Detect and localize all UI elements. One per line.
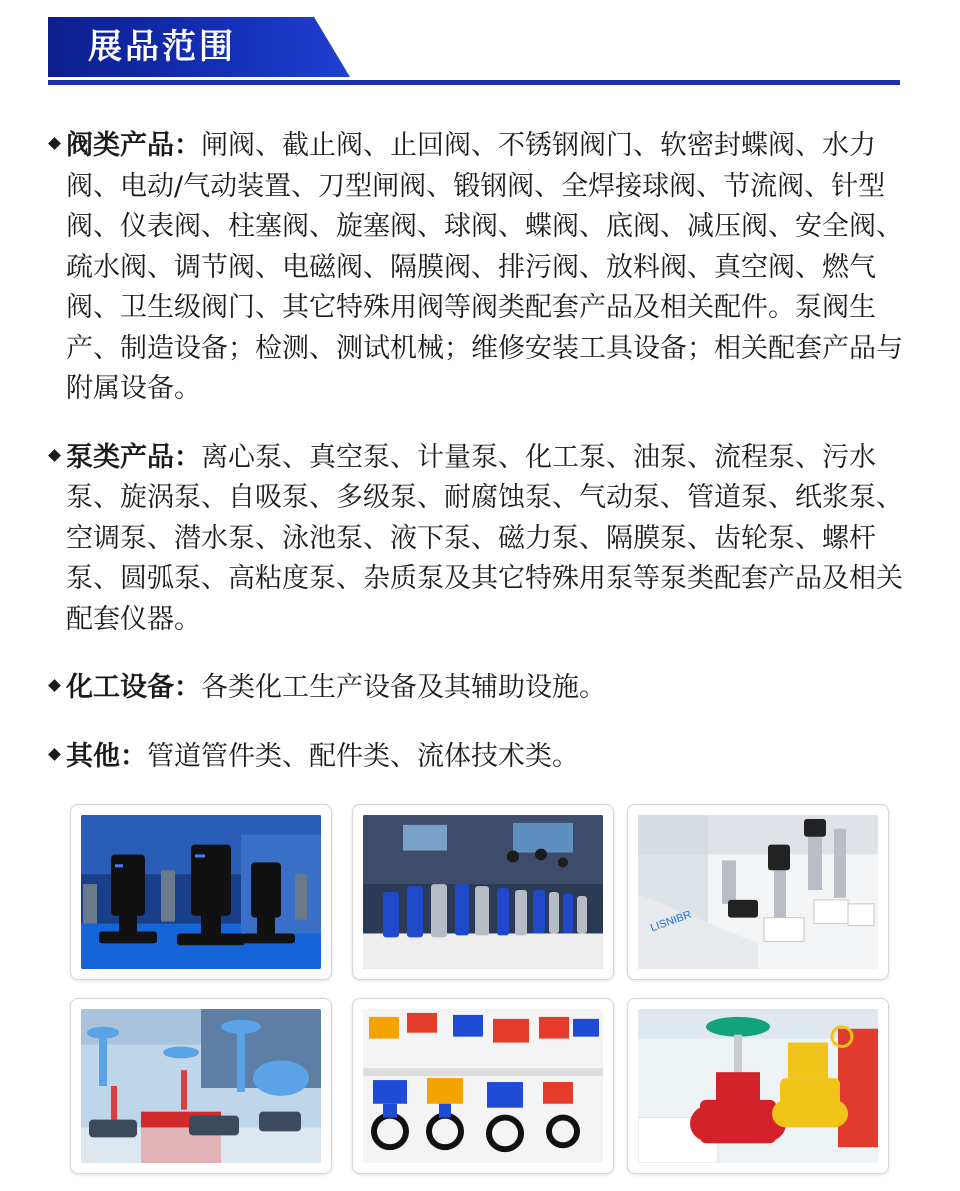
header-divider bbox=[48, 80, 900, 85]
diamond-bullet-icon bbox=[48, 137, 61, 150]
section-body: 各类化工生产设备及其辅助设施。 bbox=[201, 672, 606, 703]
exhibit-scope-list bbox=[50, 126, 920, 805]
photo-control-valves bbox=[70, 998, 332, 1174]
photo-gate-valves bbox=[627, 998, 889, 1174]
section-title: 阀类产品： bbox=[66, 130, 201, 161]
section-header bbox=[48, 17, 900, 87]
section-valves bbox=[50, 126, 920, 410]
diamond-bullet-icon bbox=[48, 679, 61, 692]
section-body: 离心泵、真空泵、计量泵、化工泵、油泵、流程泵、污水泵、旋涡泵、自吸泵、多级泵、耐腐蚀泵、气动泵、管道泵、纸浆泵、空调泵、潜水泵、泳池泵、液下泵、磁力泵、隔膜泵、齿轮泵、螺杆泵、圆弧泵、高粘度泵、杂质泵及其它特殊用泵等泵类配套产品及相关配套仪器。 bbox=[66, 441, 903, 635]
photo-electric-actuator-valves bbox=[352, 998, 614, 1174]
section-title: 化工设备： bbox=[66, 672, 201, 703]
section-chemical bbox=[50, 668, 920, 709]
diamond-bullet-icon bbox=[48, 748, 61, 761]
section-body: 管道管件类、配件类、流体技术类。 bbox=[147, 740, 579, 772]
photo-multistage-pumps bbox=[627, 804, 889, 980]
page-title: 展品范围 bbox=[88, 27, 236, 67]
section-other bbox=[50, 737, 920, 778]
diamond-bullet-icon bbox=[48, 449, 61, 462]
photo-vertical-pumps bbox=[70, 804, 332, 980]
section-pumps bbox=[50, 438, 920, 641]
brand-label: LISNIBR bbox=[648, 908, 694, 935]
section-title: 其他： bbox=[66, 740, 147, 772]
section-body: 闸阀、截止阀、止回阀、不锈钢阀门、软密封蝶阀、水力阀、电动/气动装置、刀型闸阀、锻钢阀、全焊接球阀、节流阀、针型阀、仪表阀、柱塞阀、旋塞阀、球阀、蝶阀、底阀、减压阀、安全阀、疏水阀、调节阀、电磁阀、隔膜阀、排污阀、放料阀、真空阀、燃气阀、卫生级阀门、其它特殊用阀等阀类配套产品及相关配件。泵阀生产、制造设备；检测、测试机械；维修安装工具设备；相关配套产品与附属设备。 bbox=[66, 130, 903, 404]
section-title: 泵类产品： bbox=[66, 441, 201, 473]
photo-submersible-pumps-booth bbox=[352, 804, 614, 980]
